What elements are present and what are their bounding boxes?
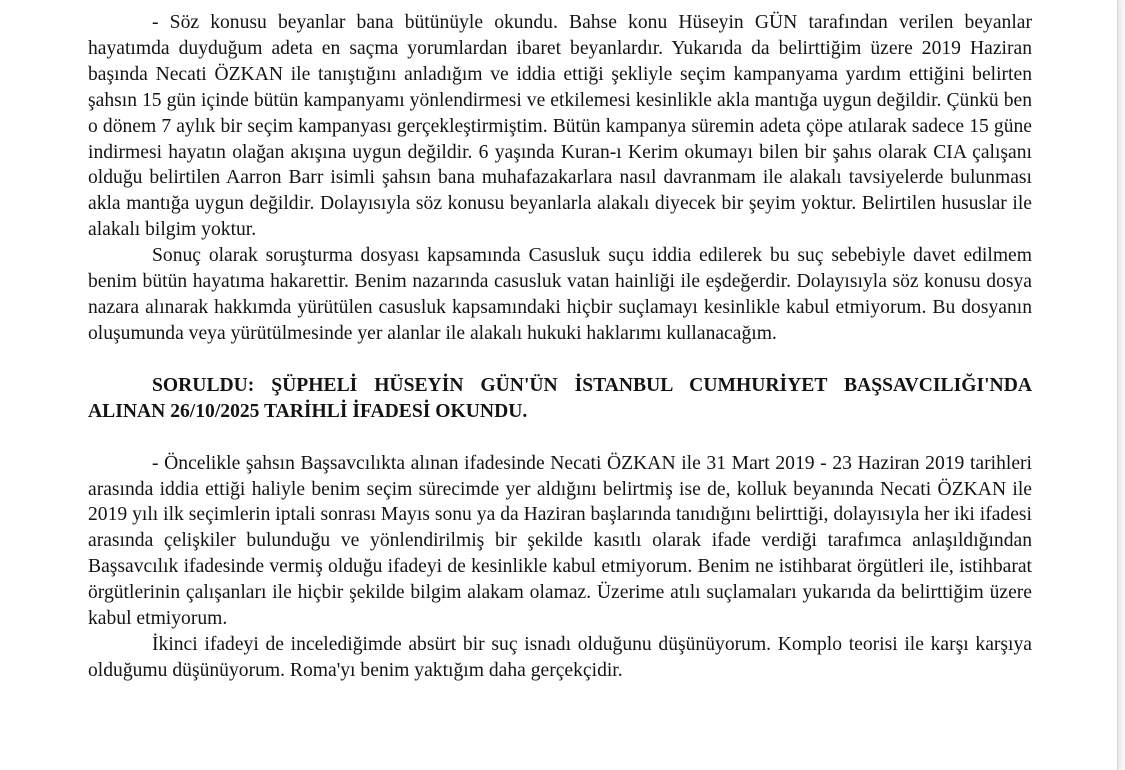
- section-heading: SORULDU: ŞÜPHELİ HÜSEYİN GÜN'ÜN İSTANBUL CUMHURİYET BAŞSAVCILIĞI'NDA ALINAN 26/10/2025 TARİHLİ İFADESİ OKUNDU.: [88, 374, 1032, 422]
- statement-paragraph-2: Sonuç olarak soruşturma dosyası kapsamında Casusluk suçu iddia edilerek bu suç sebebiyle davet edilmem benim bütün hayatıma hakarettir. Benim nazarında casusluk vatan hainliği ile eşdeğerdir. Dolayısıyla söz konusu dosya nazara alınarak hakkımda yürütülen casusluk kapsamındaki hiçbir suçlamayı kesinlikle kabul etmiyorum. Bu dosyanın oluşumunda veya yürütülmesinde yer alanlar ile alakalı hukuki haklarımı kullanacağım.: [88, 245, 1032, 344]
- answer-paragraph-2: İkinci ifadeyi de incelediğimde absürt bir suç isnadı olduğunu düşünüyorum. Komplo teorisi ile karşı karşıya olduğumu düşünüyorum. Roma'yı benim yaktığım daha gerçekçidir.: [88, 633, 1032, 681]
- spacer: [88, 425, 1032, 451]
- document-body: [88, 10, 1032, 684]
- statement-paragraph-1: - Söz konusu beyanlar bana bütünüyle okundu. Bahse konu Hüseyin GÜN tarafından verilen beyanlar hayatımda duyduğum adeta en saçma yorumlardan ibaret beyanlardır. Yukarıda da belirttiğim üzere 2019 Haziran başında Necati ÖZKAN ile tanıştığını anladığım ve iddia ettiği şekliyle seçim kampanyama yardım ettiğini belirten şahsın 15 gün içinde bütün kampanyamı yönlendirmesi ve etkilemesi kesinlikle akla mantığa uygun değildir. Çünkü ben o dönem 7 aylık bir seçim kampanyası gerçekleştirmiştim. Bütün kampanya süremin adeta çöpe atılarak sadece 15 güne indirmesi hayatın olağan akışına uygun değildir. 6 yaşında Kuran-ı Kerim okumayı bilen bir şahıs olarak CIA çalışanı olduğu belirtilen Aarron Barr isimli şahsın bana muhafazakarlara nasıl davranmam ile alakalı tavsiyelerde bulunması akla mantığa uygun değildir. Dolayısıyla söz konusu beyanlarla alakalı diyecek bir şeyim yoktur. Belirtilen hususlar ile alakalı bilgim yoktur.: [88, 12, 1032, 241]
- answer-paragraph-1: - Öncelikle şahsın Başsavcılıkta alınan ifadesinde Necati ÖZKAN ile 31 Mart 2019 - 23 Haziran 2019 tarihleri arasında iddia ettiği haliyle benim seçim sürecimde yer aldığını belirtmiş ise de, kolluk beyanında Necati ÖZKAN ile 2019 yılı ilk seçimlerin iptali sonrası Mayıs sonu ya da Haziran başlarında tanıdığını belirttiği, dolayısıyla her iki ifadesi arasında çelişkiler bulunduğu ve yönlendirilmiş bir şekilde kasıtlı olarak ifade verdiği tarafımca anlaşıldığından Başsavcılık ifadesinde vermiş olduğu ifadeyi de kesinlikle kabul etmiyorum. Benim ne istihbarat örgütleri ile, istihbarat örgütlerinin çalışanları ile hiçbir şekilde bilgim alakam olamaz. Üzerime atılı suçlamaları yukarıda da belirttiğim üzere kabul etmiyorum.: [88, 452, 1032, 630]
